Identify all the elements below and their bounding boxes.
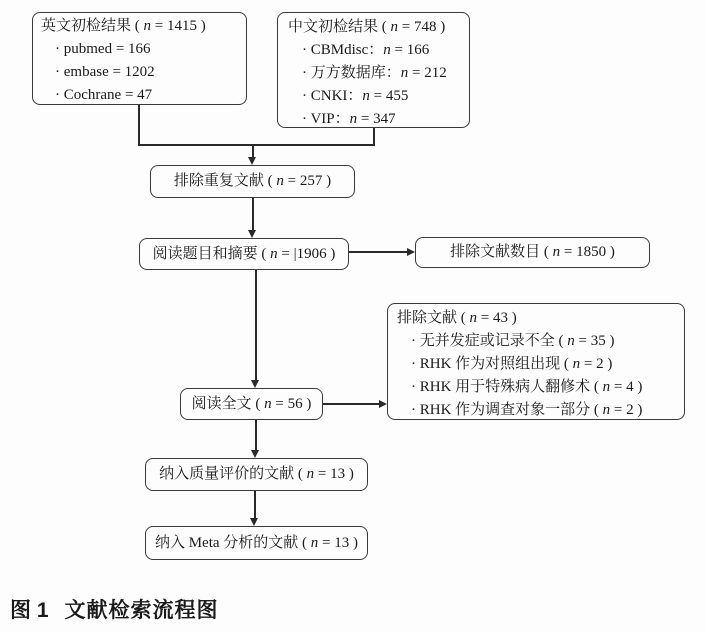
arrowhead-to-duplicates [248,157,256,165]
box-title: 纳入质量评价的文献 ( n = 13 ) [159,466,354,482]
connector-chinese-down [373,128,375,145]
box-title: 阅读题目和摘要 ( n = |1906 ) [152,245,336,262]
connector-screening-to-fulltext [255,270,257,381]
box-item: · RHK 作为对照组出现 ( n = 2 ) [411,356,613,372]
arrowhead-to-screening [248,230,256,238]
box-title: 排除文献数目 ( n = 1850 ) [450,244,615,260]
box-items [397,330,678,422]
arrowhead-to-quality [251,450,259,458]
box-item: · 无并发症或记录不全 ( n = 35 ) [411,333,615,349]
connector-fulltext-to-excluded-reasons [323,403,380,405]
figure-caption [10,594,219,624]
box-item: · CNKI：n = 455 [302,88,409,104]
box-title: 排除重复文献 ( n = 257 ) [173,173,332,189]
box-item: · RHK 用于特殊病人翻修术 ( n = 4 ) [411,379,643,395]
box-title: 阅读全文 ( n = 56 ) [191,395,312,412]
box-chinese-initial-results [277,12,470,128]
box-item: · RHK 作为调查对象一部分 ( n = 2 ) [411,402,643,418]
box-records-excluded [415,237,650,268]
box-full-text-review [180,388,323,420]
box-item: · Cochrane = 47 [55,87,153,103]
connector-fulltext-to-quality [255,420,257,451]
arrowhead-to-excluded-count [407,248,415,256]
connector-screening-to-excluded [349,251,408,253]
box-items [288,39,463,131]
connector-duplicates-to-screening [252,198,254,231]
connector-merge-horizontal [138,144,375,146]
arrowhead-to-excluded-reasons [379,400,387,408]
box-full-text-excluded [387,303,685,420]
box-meta-analysis-included [145,526,368,560]
box-english-initial-results [32,12,247,105]
box-item: · embase = 1202 [55,64,155,80]
box-title: 纳入 Meta 分析的文献 ( n = 13 ) [154,534,359,551]
box-title: 排除文献 ( n = 43 ) [397,310,517,326]
box-items [41,38,240,107]
connector-english-down [138,105,140,145]
figure-number: 图 1 [10,599,49,622]
arrowhead-to-fulltext [251,380,259,388]
box-item: · CBMdisc：n = 166 [302,42,430,58]
box-title: 中文初检结果 ( n = 748 ) [288,19,446,35]
box-quality-assessment-included [145,458,368,491]
box-item: · pubmed = 166 [55,41,151,57]
box-title: 英文初检结果 ( n = 1415 ) [41,18,206,34]
box-item: · 万方数据库：n = 212 [302,65,447,81]
box-title-abstract-screening [139,238,349,270]
connector-quality-to-meta [254,491,256,519]
box-item: · VIP：n = 347 [302,111,396,127]
box-duplicates-removed [150,165,355,198]
figure-title: 文献检索流程图 [64,598,219,622]
arrowhead-to-meta [250,518,258,526]
